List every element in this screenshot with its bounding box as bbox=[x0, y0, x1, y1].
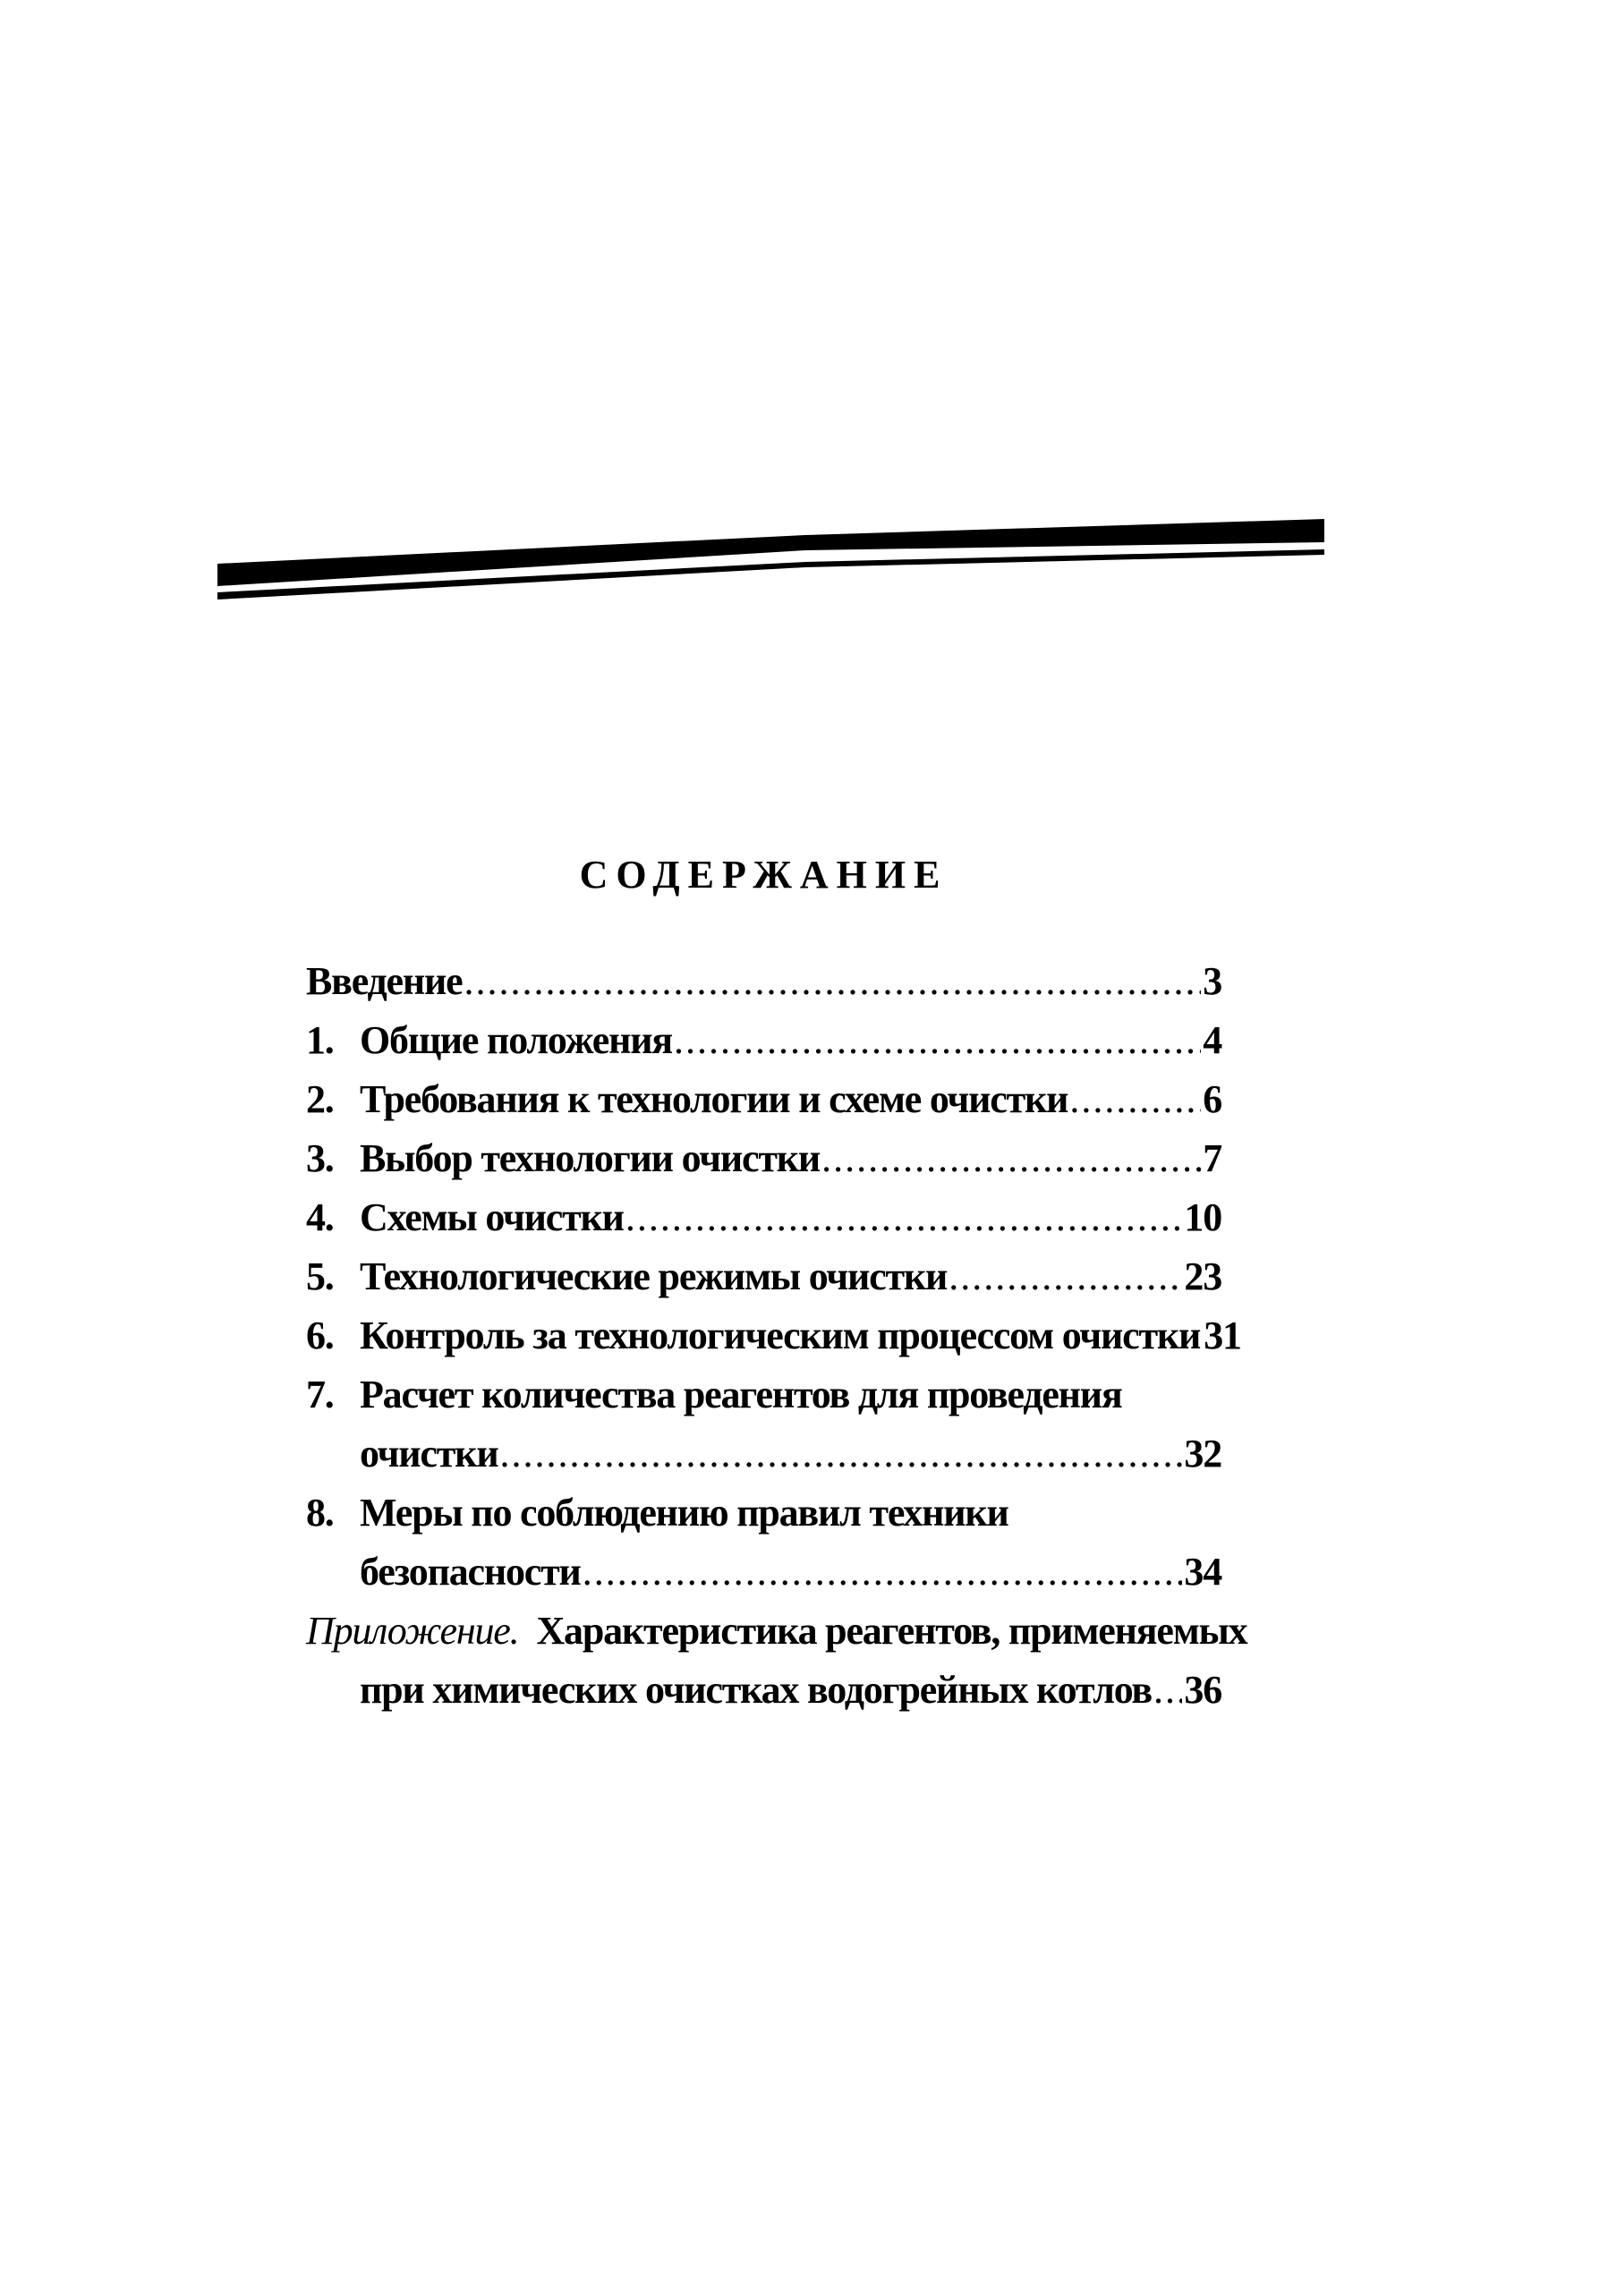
toc-page-number: 23 bbox=[1184, 1254, 1221, 1298]
toc-page-number: 36 bbox=[1184, 1668, 1221, 1712]
toc-entry[interactable] bbox=[306, 1129, 1221, 1188]
toc-entry-text: Выбор технологии очистки bbox=[360, 1136, 821, 1180]
toc-entry-text: Схемы очистки bbox=[360, 1195, 624, 1239]
toc-entry-text: Требования к технологии и схеме очистки bbox=[360, 1077, 1068, 1121]
toc-number: 7. bbox=[306, 1373, 334, 1416]
toc-entry-text: Характеристика реагентов, применяемых bbox=[536, 1609, 1247, 1653]
table-of-contents bbox=[306, 952, 1247, 1720]
dot-leader bbox=[1069, 1070, 1201, 1129]
dot-leader bbox=[499, 1424, 1182, 1484]
toc-entry-text-continued: безопасности bbox=[360, 1550, 581, 1594]
toc-entry[interactable] bbox=[306, 1188, 1221, 1247]
toc-page-number: 4 bbox=[1203, 1018, 1221, 1062]
dot-leader bbox=[674, 1011, 1201, 1070]
dot-leader bbox=[821, 1129, 1201, 1188]
toc-entry[interactable] bbox=[306, 1247, 1221, 1306]
toc-entry-text: Расчет количества реагентов для проведения bbox=[360, 1373, 1122, 1416]
toc-entry-text-continued: при химических очистках водогрейных котлов bbox=[360, 1668, 1152, 1712]
toc-number: 3. bbox=[306, 1136, 334, 1180]
toc-page-number: 3 bbox=[1203, 959, 1221, 1003]
toc-page-number: 7 bbox=[1203, 1136, 1221, 1180]
toc-entry-text-continued: очистки bbox=[360, 1432, 498, 1475]
toc-entry-text: Введение bbox=[306, 959, 463, 1003]
toc-page-number: 6 bbox=[1203, 1077, 1221, 1121]
dot-leader bbox=[583, 1543, 1183, 1602]
toc-number: 1. bbox=[306, 1018, 334, 1062]
toc-entry[interactable] bbox=[306, 1306, 1241, 1365]
toc-number: 6. bbox=[306, 1314, 334, 1357]
toc-entry-intro[interactable] bbox=[306, 952, 1221, 1011]
toc-number: 4. bbox=[306, 1195, 334, 1239]
toc-page-number: 32 bbox=[1184, 1432, 1221, 1475]
toc-page-number: 34 bbox=[1184, 1550, 1221, 1594]
toc-entry-appendix[interactable] bbox=[306, 1602, 1247, 1720]
toc-entry-text: Общие положения bbox=[360, 1018, 672, 1062]
dot-leader bbox=[464, 952, 1201, 1011]
dot-leader bbox=[1153, 1661, 1182, 1720]
dot-leader bbox=[625, 1188, 1183, 1247]
toc-entry[interactable] bbox=[306, 1365, 1221, 1484]
page-title: СОДЕРЖАНИЕ bbox=[579, 853, 949, 897]
toc-number: 2. bbox=[306, 1077, 334, 1121]
toc-number: 8. bbox=[306, 1491, 334, 1535]
toc-number: 5. bbox=[306, 1254, 334, 1298]
toc-page-number: 10 bbox=[1184, 1195, 1221, 1239]
toc-entry-text: Меры по соблюдению правил техники bbox=[360, 1491, 1008, 1535]
header-rule bbox=[0, 0, 1608, 626]
toc-page-number: 31 bbox=[1204, 1314, 1241, 1357]
toc-entry[interactable] bbox=[306, 1070, 1221, 1129]
toc-entry-text: Технологические режимы очистки bbox=[360, 1254, 948, 1298]
toc-entry[interactable] bbox=[306, 1011, 1221, 1070]
toc-entry-text: Контроль за технологическим процессом очистки bbox=[360, 1314, 1201, 1357]
appendix-label: Приложение. bbox=[306, 1609, 519, 1653]
toc-entry[interactable] bbox=[306, 1484, 1221, 1602]
dot-leader bbox=[949, 1247, 1182, 1306]
